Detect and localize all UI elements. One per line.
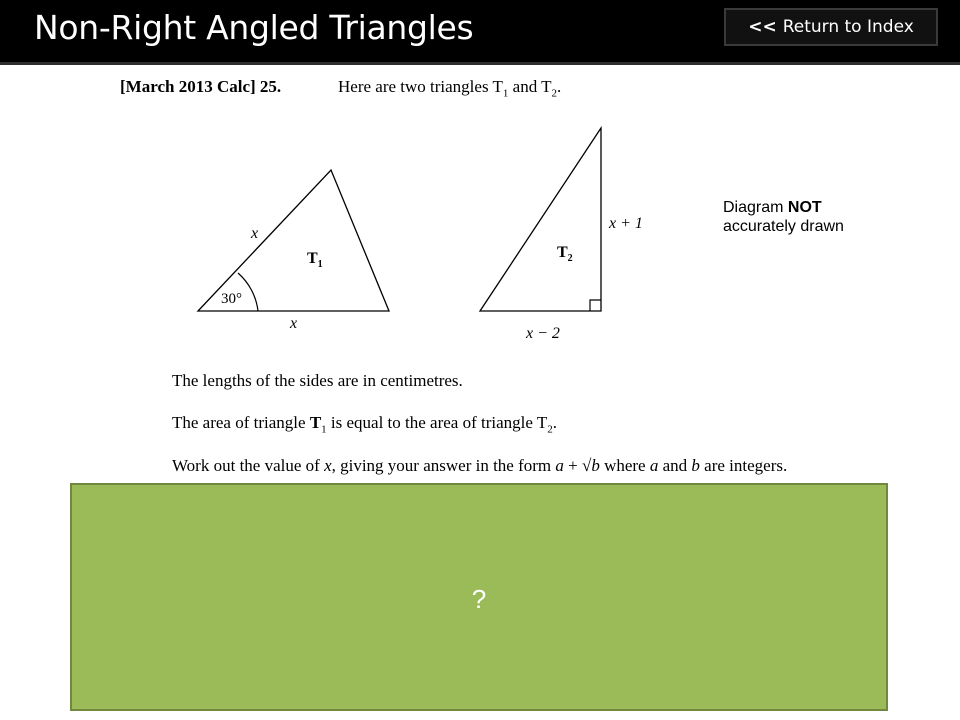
t2-vertical-label [608,215,643,232]
diagram-note [723,198,844,236]
text-line-2 [172,413,557,435]
t2-label-sub: 2 [567,253,573,264]
question-reference: [March 2013 Calc] 25. [120,77,282,96]
line3-f: are integers. [699,456,788,475]
t1-slant-label: x [251,225,259,242]
intro-sub2: 2 [551,87,558,100]
t2-label [557,244,573,264]
line2-d: . [552,413,558,432]
answer-placeholder: ? [471,584,487,614]
line2-sub2: 2 [547,423,553,436]
line2-b: T [309,413,322,432]
line3-a-var: a [555,456,564,475]
return-button-label: Return to Index [782,17,914,37]
line3-c: + √ [563,456,592,475]
triangle-t1-shape [198,170,389,311]
angle-label: 30° [221,291,242,307]
intro-mid: and T [508,77,552,96]
intro-text: Here are two triangles T [338,77,503,96]
t2-base-label: x − 2 [526,325,560,342]
t1-label [307,250,323,270]
t1-label-main: T [307,250,318,267]
line2-c: is equal to the area of triangle T [326,413,548,432]
t2-vertical-text: x + 1 [609,215,643,232]
line3-b: , giving your answer in the form [331,456,556,475]
double-chevron-left-icon: << [748,17,777,37]
page-title: Non-Right Angled Triangles [34,8,474,47]
line3-x: x [324,456,332,475]
t1-base-label: x [290,315,298,332]
note-line-1 [723,198,844,217]
line3-d: where [599,456,650,475]
text-line-3 [172,456,787,476]
line3-a: Work out the value of [172,456,325,475]
note-diagram: Diagram [723,199,788,216]
right-angle-marker [590,300,601,311]
line3-a2: a [649,456,659,475]
line2-sub1: 1 [321,423,327,436]
intro-sub1: 1 [502,87,509,100]
line3-b2: b [691,456,700,475]
triangle-t1 [198,170,389,332]
triangle-t2 [480,128,643,342]
t2-label-main: T [557,244,568,261]
line2-a: The area of triangle [172,413,310,432]
intro-end: . [557,77,562,96]
text-line-1: The lengths of the sides are in centimetres. [172,371,463,390]
note-line-2: accurately drawn [723,218,844,235]
t1-label-sub: 1 [317,259,323,270]
line3-e: and [658,456,692,475]
answer-reveal-box[interactable] [70,483,888,711]
note-not: NOT [787,199,822,216]
triangle-t2-shape [480,128,601,311]
line3-b-var: b [591,456,600,475]
